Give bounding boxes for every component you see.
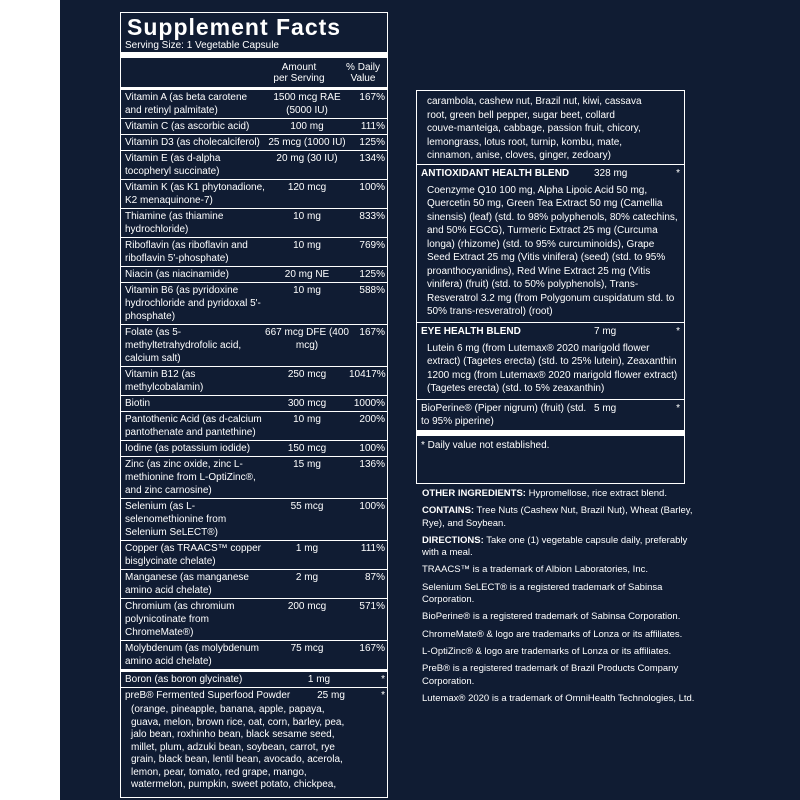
eye-name: EYE HEALTH BLEND	[421, 325, 521, 337]
antioxidant-name: ANTIOXIDANT HEALTH BLEND	[421, 167, 570, 179]
nutrient-amount: 55 mcg	[290, 501, 324, 512]
trademark-bioperine: BioPerine® is a registered trademark of Sabinsa Corporation.	[422, 611, 681, 623]
nutrient-row	[121, 150, 387, 179]
trademark-traacs: TRAACS™ is a trademark of Albion Laboratories, Inc.	[422, 564, 648, 576]
nutrient-table	[121, 90, 387, 669]
nutrient-row	[121, 456, 387, 498]
nutrient-daily-value: 87%	[364, 572, 385, 583]
nutrient-amount: 2 mg	[295, 572, 319, 583]
nutrient-name: Pantothenic Acid (as d-calcium pantothenate and pantethine)	[125, 414, 262, 438]
nutrient-name: Copper (as TRAACS™ copper bisglycinate chelate)	[125, 543, 261, 567]
column-header	[121, 58, 387, 87]
nutrient-name: Vitamin E (as d-alpha tocopheryl succinate)	[125, 153, 221, 177]
bioperine-name: BioPerine® (Piper nigrum) (fruit) (std. to 95% piperine)	[421, 402, 587, 427]
nutrient-daily-value: 111%	[360, 121, 385, 132]
preb-name: preB® Fermented Superfood Powder	[125, 690, 291, 701]
contains-allergens: CONTAINS: Tree Nuts (Cashew Nut, Brazil Nut), Wheat (Barley, Rye), and Soybean.	[422, 505, 693, 529]
nutrient-name: Vitamin K (as K1 phytonadione, K2 menaquinone-7)	[125, 182, 265, 206]
antioxidant-amount: 328 mg	[594, 167, 628, 179]
nutrient-daily-value: 167%	[359, 643, 385, 654]
boron-name: Boron (as boron glycinate)	[125, 674, 243, 685]
nutrient-amount: 150 mcg	[287, 443, 327, 454]
nutrient-daily-value: 100%	[359, 182, 385, 193]
trademark-lutemax: Lutemax® 2020 is a trademark of OmniHealth Technologies, Ltd.	[422, 692, 695, 704]
nutrient-name: Vitamin B6 (as pyridoxine hydrochloride and pyridoxal 5'-phosphate)	[125, 285, 261, 322]
preb-ingredients-continued: carambola, cashew nut, Brazil nut, kiwi, cassava root, green bell pepper, sugar beet, collard couve-manteiga, cabbage, passion fruit, chicory, lemongrass, lotus root, turnip, kombu, mate, cinnamon, anise, cloves, ginger, zedoary)	[427, 96, 642, 161]
label-notes	[422, 488, 702, 710]
eye-ingredients: Lutein 6 mg (from Lutemax® 2020 marigold flower extract) (Tagetes erecta) (std. to 25% lutein), Zeaxanthin 1200 mcg (from Lutemax® 2020 marigold flower extract) (Tagetes erecta) (std. to 5% zeaxanthin)	[427, 342, 678, 394]
nutrient-name: Vitamin C (as ascorbic acid)	[125, 121, 250, 132]
nutrient-daily-value: 100%	[359, 443, 385, 454]
eye-dv: *	[676, 325, 680, 337]
bioperine-dv: *	[676, 402, 680, 414]
supplement-facts-continued	[416, 90, 685, 484]
nutrient-daily-value: 100%	[359, 501, 385, 512]
nutrient-daily-value: 588%	[359, 285, 385, 296]
nutrient-amount: 15 mg	[293, 459, 321, 470]
serving-size: Serving Size: 1 Vegetable Capsule	[125, 40, 279, 51]
nutrient-name: Molybdenum (as molybdenum amino acid chelate)	[125, 643, 259, 667]
nutrient-amount: 100 mg	[290, 121, 324, 132]
preb-ingredients: (orange, pineapple, banana, apple, papaya, guava, melon, brown rice, oat, corn, barley, pea, jalo bean, roxhinho bean, black sesame seed, millet, plum, adzuki bean, soybean, carrot, rye grain, black bean, lentil bean, avocado, acerola, lemon, pear, tomato, red grape, mango, watermelon, pumpkin, sweet potato, chickpea,	[131, 704, 345, 790]
directions: DIRECTIONS: Take one (1) vegetable capsule daily, preferably with a meal.	[422, 534, 688, 559]
nutrient-name: Vitamin A (as beta carotene and retinyl palmitate)	[125, 92, 248, 116]
nutrient-row	[121, 395, 387, 411]
nutrient-row	[121, 208, 387, 237]
nutrient-amount: 1500 mcg RAE (5000 IU)	[273, 92, 341, 116]
nutrient-daily-value: 200%	[359, 414, 385, 425]
nutrient-daily-value: 769%	[359, 240, 385, 251]
nutrient-row	[121, 598, 387, 640]
nutrient-daily-value: 125%	[359, 269, 385, 280]
amount-header-2: per Serving	[273, 73, 325, 84]
nutrient-daily-value: 111%	[360, 543, 385, 554]
facts-title: Supplement Facts	[127, 14, 342, 40]
nutrient-amount: 300 mcg	[287, 398, 327, 409]
nutrient-row	[121, 540, 387, 569]
other-ingredients: OTHER INGREDIENTS: Hypromellose, rice extract blend.	[422, 488, 667, 499]
nutrient-daily-value: 125%	[359, 137, 385, 148]
trademark-optizinc: L-OptiZinc® & logo are trademarks of Lonza or its affiliates.	[422, 645, 672, 657]
nutrient-amount: 10 mg	[293, 285, 321, 296]
nutrient-amount: 200 mcg	[287, 601, 327, 612]
nutrient-name: Riboflavin (as riboflavin and riboflavin 5'-phosphate)	[125, 240, 248, 264]
nutrient-name: Zinc (as zinc oxide, zinc L-methionine from L-OptiZinc®, and zinc carnosine)	[125, 459, 256, 496]
nutrient-amount: 25 mcg (1000 IU)	[268, 137, 346, 148]
boron-dv: *	[381, 674, 385, 685]
nutrient-row	[121, 118, 387, 134]
nutrient-amount: 667 mcg DFE (400 mcg)	[265, 327, 349, 351]
nutrient-row	[121, 440, 387, 456]
nutrient-row	[121, 569, 387, 598]
nutrient-name: Iodine (as potassium iodide)	[125, 443, 251, 454]
nutrient-daily-value: 167%	[359, 327, 385, 338]
nutrient-amount: 10 mg	[293, 211, 321, 222]
nutrient-row	[121, 90, 387, 118]
boron-row	[121, 672, 387, 687]
nutrient-name: Biotin	[125, 398, 151, 409]
preb-row	[121, 687, 387, 703]
nutrient-row	[121, 324, 387, 366]
antioxidant-ingredients: Coenzyme Q10 100 mg, Alpha Lipoic Acid 50 mg, Quercetin 50 mg, Green Tea Extract 50 mg (Camellia sinensis) (leaf) (std. to 98% polyphenols, 80% catechins, and 50% EGCG), Turmeric Extract 25 mg (Curcuma longa) (rhizome) (std. to 95% curcuminoids), Grape Seed Extract 25 mg (Vitis vinifera) (seed) (std. to 95% proanthocyanidins), Red Wine Extract 25 mg (Vitis vinifera) (fruit) (std. to 50% polyphenols), Trans-Resveratrol 3.2 mg (from Polygonum cuspidatum std. to 50% trans-resveratrol) (root)	[427, 184, 678, 317]
trademark-selenium: Selenium SeLECT® is a registered trademark of Sabinsa Corporation.	[422, 581, 663, 606]
preb-dv: *	[381, 690, 385, 701]
nutrient-amount: 20 mg (30 IU)	[276, 153, 338, 164]
nutrient-name: Thiamine (as thiamine hydrochloride)	[125, 211, 224, 235]
nutrient-row	[121, 237, 387, 266]
antioxidant-dv: *	[676, 167, 680, 179]
bioperine-row	[417, 399, 684, 430]
nutrient-row	[121, 282, 387, 324]
nutrient-row	[121, 179, 387, 208]
nutrient-row	[121, 266, 387, 282]
nutrient-daily-value: 833%	[359, 211, 385, 222]
nutrient-row	[121, 134, 387, 150]
nutrient-amount: 10 mg	[293, 414, 321, 425]
nutrient-daily-value: 571%	[359, 601, 385, 612]
nutrient-row	[121, 498, 387, 540]
nutrient-name: Vitamin D3 (as cholecalciferol)	[125, 137, 260, 148]
nutrient-daily-value: 1000%	[353, 398, 385, 409]
supplement-facts-panel	[120, 12, 388, 798]
nutrient-daily-value: 136%	[359, 459, 385, 470]
antioxidant-blend-row	[417, 164, 684, 182]
amount-header-1: Amount	[281, 62, 317, 73]
nutrient-name: Folate (as 5-methyltetrahydrofolic acid, calcium salt)	[125, 327, 242, 364]
nutrient-amount: 20 mg NE	[284, 269, 330, 280]
nutrient-name: Selenium (as L-selenomethionine from Selenium SeLECT®)	[125, 501, 227, 538]
eye-amount: 7 mg	[594, 325, 617, 337]
nutrient-amount: 250 mcg	[287, 369, 327, 380]
dv-header-2: Value	[350, 73, 376, 84]
nutrient-name: Chromium (as chromium polynicotinate from ChromeMate®)	[125, 601, 235, 638]
nutrient-name: Niacin (as niacinamide)	[125, 269, 229, 280]
nutrient-amount: 75 mcg	[290, 643, 324, 654]
dv-header-1: % Daily	[346, 62, 380, 73]
footnote: * Daily value not established.	[421, 439, 550, 451]
preb-amount: 25 mg	[317, 690, 345, 701]
nutrient-daily-value: 134%	[359, 153, 385, 164]
trademark-chromemate: ChromeMate® & logo are trademarks of Lonza or its affiliates.	[422, 628, 683, 640]
nutrient-daily-value: 167%	[359, 92, 385, 103]
bioperine-amount: 5 mg	[594, 402, 617, 414]
nutrient-amount: 10 mg	[293, 240, 321, 251]
eye-blend-row	[417, 322, 684, 340]
trademark-preb: PreB® is a registered trademark of Brazil Products Company Corporation.	[422, 663, 679, 687]
nutrient-row	[121, 411, 387, 440]
nutrient-name: Manganese (as manganese amino acid chelate)	[125, 572, 249, 596]
nutrient-name: Vitamin B12 (as methylcobalamin)	[125, 369, 204, 393]
nutrient-row	[121, 366, 387, 395]
nutrient-row	[121, 640, 387, 669]
boron-amount: 1 mg	[307, 674, 331, 685]
nutrient-amount: 1 mg	[295, 543, 319, 554]
nutrient-amount: 120 mcg	[287, 182, 327, 193]
nutrient-daily-value: 10417%	[349, 369, 386, 380]
